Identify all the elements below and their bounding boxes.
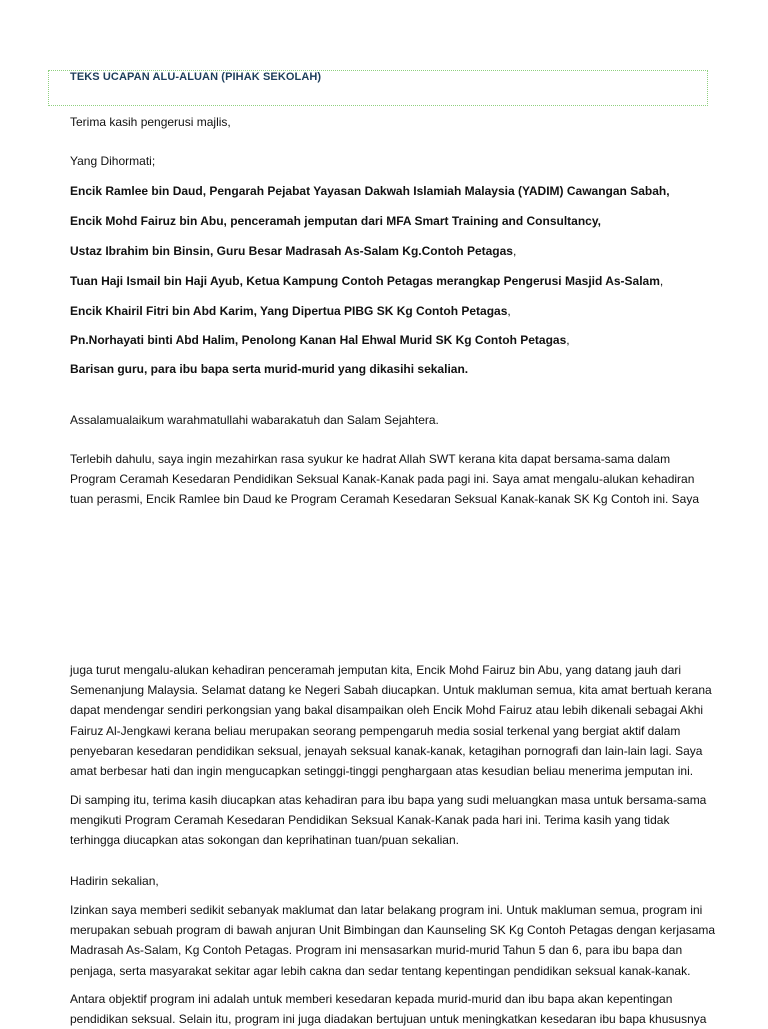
dignitary-line: Barisan guru, para ibu bapa serta murid-murid yang dikasihi sekalian. (70, 362, 469, 376)
background-paragraph: Izinkan saya memberi sedikit sebanyak maklumat dan latar belakang program ini. Untuk makluman semua, program ini merupakan sebuah program di bawah anjuran Unit Bimbingan dan Kaunseling SK Kg Contoh Petagas dengan kerjasama Madrasah As-Salam, Kg Contoh Petagas. Program ini mensasarkan murid-murid Tahun 5 dan 6, para ibu bapa dan penjaga, serta masyarakat sekitar agar lebih cakna dan sedar tentang kepentingan pendidikan seksual kanak-kanak. (70, 903, 716, 978)
respected-heading: Yang Dihormati; (70, 154, 156, 168)
dignitary-line: Encik Mohd Fairuz bin Abu, penceramah jemputan dari MFA Smart Training and Consultancy, (70, 214, 601, 228)
dignitary-line: Tuan Haji Ismail bin Haji Ayub, Ketua Kampung Contoh Petagas merangkap Pengerusi Masjid As-Salam, (70, 274, 664, 288)
thanks-paragraph: Di samping itu, terima kasih diucapkan atas kehadiran para ibu bapa yang sudi meluangkan masa untuk bersama-sama mengikuti Program Ceramah Kesedaran Pendidikan Seksual Kanak-Kanak pada hari ini. Terima kasih yang tidak terhingga diucapkan atas sokongan dan keprihatinan tuan/puan sekalian. (70, 793, 707, 848)
dignitary-line: Ustaz Ibrahim bin Binsin, Guru Besar Madrasah As-Salam Kg.Contoh Petagas, (70, 244, 517, 258)
audience-address: Hadirin sekalian, (70, 874, 159, 888)
salam-greeting: Assalamualaikum warahmatullahi wabarakatuh dan Salam Sejahtera. (70, 413, 439, 427)
dignitary-line: Encik Ramlee bin Daud, Pengarah Pejabat Yayasan Dakwah Islamiah Malaysia (YADIM) Cawangan Sabah, (70, 184, 670, 198)
welcome-paragraph: juga turut mengalu-alukan kehadiran penceramah jemputan kita, Encik Mohd Fairuz bin Abu, yang datang jauh dari Semenanjung Malaysia. Selamat datang ke Negeri Sabah diucapkan. Untuk makluman semua, kita amat bertuah kerana dapat mendengar sendiri perkongsian yang bakal disampaikan oleh Encik Mohd Fairuz atau lebih dikenali sebagai Akhi Fairuz Al-Jengkawi kerana beliau merupakan seorang pempengaruh media sosial terkenal yang bergiat aktif dalam penyebaran kesedaran pendidikan seksual, jenayah seksual kanak-kanak, ketagihan pornografi dan lain-lain lagi. Saya amat berbesar hati dan ingin mengucapkan setinggi-tinggi penghargaan atas kesudian beliau menerima jemputan ini. (70, 663, 712, 779)
dignitary-line: Encik Khairil Fitri bin Abd Karim, Yang Dipertua PIBG SK Kg Contoh Petagas, (70, 304, 511, 318)
objective-paragraph: Antara objektif program ini adalah untuk memberi kesedaran kepada murid-murid dan ibu bapa akan kepentingan pendidikan seksual. Selain itu, program ini juga diadakan bertujuan untuk meningkatkan kesedaran ibu bapa khususnya (70, 992, 707, 1027)
dignitary-line: Pn.Norhayati binti Abd Halim, Penolong Kanan Hal Ehwal Murid SK Kg Contoh Petagas, (70, 333, 570, 347)
document-title: TEKS UCAPAN ALU-ALUAN (PIHAK SEKOLAH) (70, 71, 322, 83)
opening-paragraph: Terlebih dahulu, saya ingin mezahirkan rasa syukur ke hadrat Allah SWT kerana kita dapat bersama-sama dalam Program Ceramah Kesedaran Pendidikan Seksual Kanak-Kanak pada pagi ini. Saya amat mengalu-alukan kehadiran tuan perasmi, Encik Ramlee bin Daud ke Program Ceramah Kesedaran Seksual Kanak-kanak SK Kg Contoh ini. Saya (70, 452, 699, 507)
greeting: Terima kasih pengerusi majlis, (70, 115, 231, 129)
